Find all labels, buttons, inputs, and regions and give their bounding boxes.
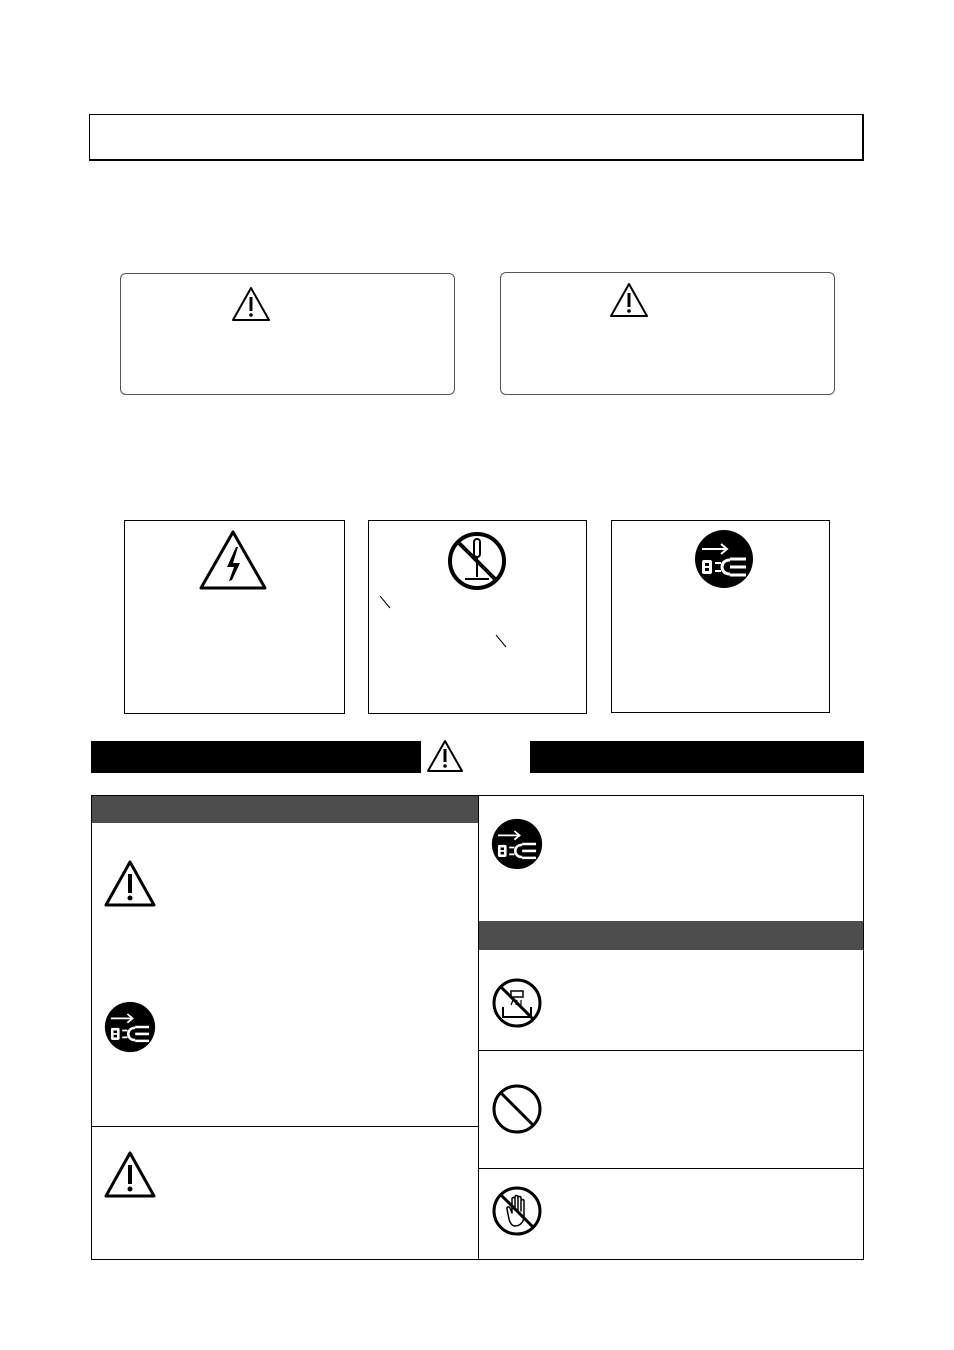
symbol-box-no-disassembly [368, 520, 587, 714]
no-wet-location-icon [491, 977, 543, 1029]
electric-shock-icon [198, 529, 268, 591]
warning-triangle-icon [103, 1150, 157, 1200]
warning-triangle-icon [609, 282, 649, 318]
warning-triangle-icon [103, 859, 157, 909]
symbol-box-electric-shock [124, 520, 345, 714]
no-disassembly-icon [447, 531, 507, 591]
bracket-mark [379, 595, 391, 609]
page-title-box [89, 114, 864, 161]
unplug-icon [694, 529, 754, 589]
do-not-touch-icon [491, 1185, 543, 1237]
signal-box-left [120, 273, 455, 395]
warning-triangle-icon [426, 739, 464, 773]
symbol-box-unplug [611, 520, 830, 713]
bracket-mark [495, 634, 507, 648]
warning-triangle-icon [231, 286, 271, 322]
prohibited-icon [491, 1083, 543, 1135]
row-divider-left [92, 1126, 478, 1127]
subsection-bar-left [92, 796, 478, 823]
row-divider-right-1 [479, 1050, 863, 1051]
signal-box-right [500, 272, 835, 395]
subsection-bar-right [479, 921, 863, 950]
table-column-divider [478, 795, 479, 1260]
row-divider-right-2 [479, 1168, 863, 1169]
unplug-icon [491, 818, 543, 870]
section-bar-right [530, 741, 864, 773]
unplug-icon [104, 1001, 156, 1053]
section-bar-left [91, 741, 421, 773]
